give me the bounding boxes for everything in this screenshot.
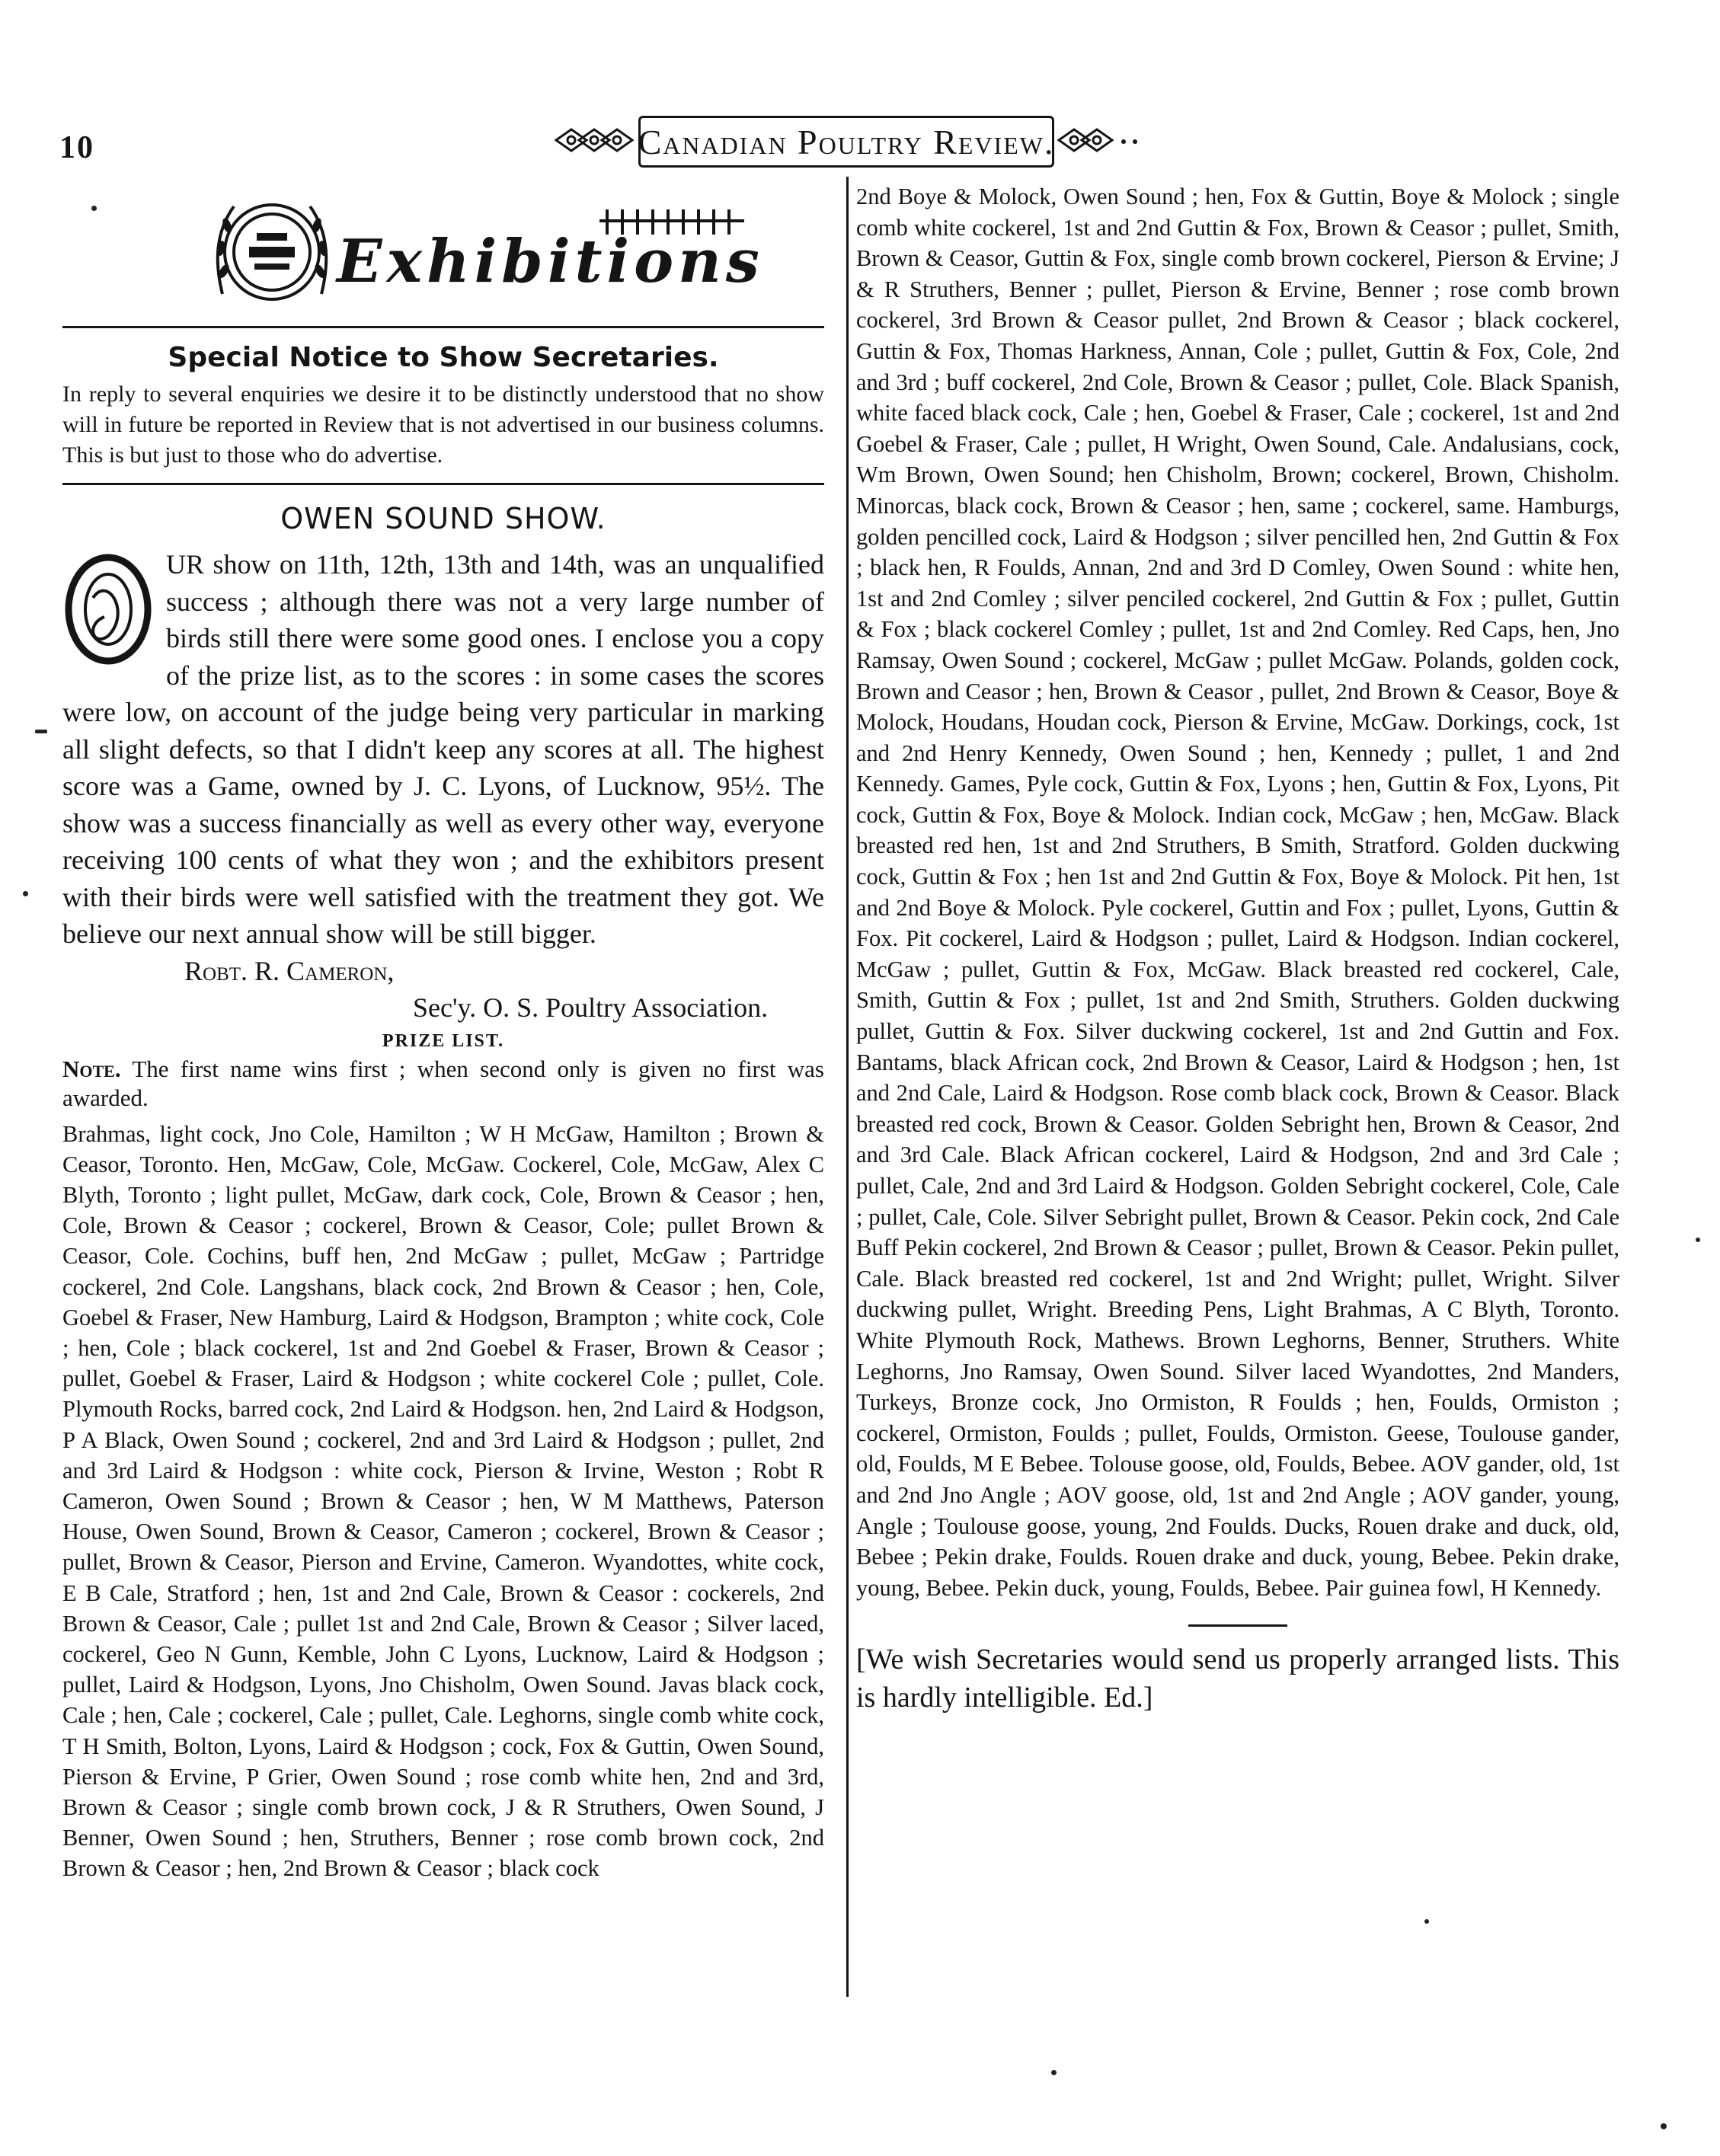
banner-rule — [62, 326, 824, 328]
prize-list-heading: PRIZE LIST. — [382, 1030, 505, 1051]
masthead — [548, 107, 1143, 174]
fence-ornament-icon — [596, 206, 748, 236]
column-divider — [846, 177, 849, 1997]
note-label: Note. — [62, 1055, 121, 1082]
notice-title: Special Notice to Show Secretaries. — [168, 342, 719, 373]
notice-body: In reply to several enquiries we desire it to be distinctly understood that no show will in future be reported in Review that is not advertised in our business columns. This is but just to those who do advertise. — [62, 382, 824, 468]
exhibitions-banner — [62, 183, 824, 326]
dropcap-o-icon — [62, 552, 154, 666]
show-report — [62, 546, 824, 953]
prize-list-right: 2nd Boye & Molock, Owen Sound ; hen, Fox & Guttin, Boye & Molock ; single comb white cockerel, 1st and 2nd Guttin & Fox, Brown & Ceasor ; pullet, Smith, Brown & Ceasor, Guttin & Fox, single comb brown cockerel, Pierson & Ervine; J & R Struthers, Benner ; pullet, Pierson & Ervine, Benner ; rose comb brown cockerel, 3rd Brown & Ceasor pullet, 2nd Brown & Ceasor ; black cockerel, Guttin & Fox, Thomas Harkness, Annan, Cole ; pullet, Guttin & Fox, Cole, 2nd and 3rd ; buff cockerel, 2nd Cole, Brown & Ceasor ; pullet, Cole. Black Spanish, white faced black cock, Cale ; hen, Goebel & Fraser, Cale ; cockerel, 1st and 2nd Goebel & Fraser, Cale ; pullet, H Wright, Owen Sound, Cale. Andalusians, cock, Wm Brown, Owen Sound; hen Chisholm, Brown; cockerel, Brown, Chisholm. Minorcas, black cock, Brown & Ceasor ; hen, same ; cockerel, same. Hamburgs, golden pencilled cock, Laird & Hodgson ; silver pencilled hen, 2nd Guttin & Fox ; black hen, R Foulds, Annan, 2nd and 3rd D Comley, Owen Sound : white hen, 1st and 2nd Comley ; silver penciled cockerel, 2nd Guttin & Fox ; pullet, Guttin & Fox ; black cockerel Comley ; pullet, 1st and 2nd Comley. Red Caps, hen, Jno Ramsay, Owen Sound ; cockerel, McGaw ; pullet McGaw. Polands, golden cock, Brown and Ceasor ; hen, Brown & Ceasor , pullet, 2nd Brown & Ceasor, Boye & Molock, Houdans, Houdan cock, Pierson & Ervine, McGaw. Dorkings, cock, 1st and 2nd Henry Kennedy, Owen Sound ; hen, Kennedy ; pullet, 1 and 2nd Kennedy. Games, Pyle cock, Guttin & Fox, Lyons ; hen, Guttin & Fox, Lyons, Pit cock, Guttin & Fox, Boye & Molock. Indian cock, McGaw ; hen, McGaw. Black breasted red hen, 1st and 2nd Struthers, B Smith, Stratford. Golden duckwing cock, Guttin & Fox ; hen 1st and 2nd Guttin & Fox, Boye & Molock. Pit hen, 1st and 2nd Boye & Molock. Pyle cockerel, Guttin and Fox ; pullet, Lyons, Guttin & Fox. Pit cockerel, Laird & Hodgson ; pullet, Laird & Hodgson. Indian cockerel, McGaw ; pullet, Guttin & Fox, McGaw. Black breasted red cockerel, Cale, Smith, Guttin & Fox ; pullet, 1st and 2nd Smith, Struthers. Golden duckwing pullet, Guttin & Fox. Silver duckwing cockerel, 1st and 2nd Guttin and Fox. Bantams, black African cock, 2nd Brown & Ceasor, Laird & Hodgson ; hen, 1st and 2nd Cale, Laird & Hodgson. Rose comb black cock, Brown & Ceasor. Black breasted red cock, Brown & Ceasor. Golden Sebright hen, Brown & Ceasor, 2nd and 3rd Cale. Black African cockerel, Laird & Hodgson, 2nd and 3rd Cale ; pullet, Cale, 2nd and 3rd Laird & Hodgson. Golden Sebright cockerel, Cole, Cale ; pullet, Cale, Cole. Silver Sebright pullet, Brown & Ceasor. Pekin cock, 2nd Cale Buff Pekin cockerel, 2nd Brown & Ceasor ; pullet, Brown & Ceasor. Pekin pullet, Cale. Black breasted red cockerel, 1st and 2nd Wright; pullet, Wright. Silver duckwing pullet, Wright. Breeding Pens, Light Brahmas, A C Blyth, Toronto. White Plymouth Rock, Mathews. Brown Leghorns, Benner, Struthers. White Leghorns, Jno Ramsay, Owen Sound. Silver laced Wyandottes, 2nd Manders, Turkeys, Bronze cock, Jno Ormiston, R Foulds ; hen, Foulds, Ormiston ; cockerel, Ormiston, Foulds ; pullet, Foulds, Ormiston. Geese, Toulouse gander, old, Foulds, M E Bebee. Tolouse goose, old, Foulds, Bebee. AOV gander, old, 1st and 2nd Jno Angle ; AOV goose, old, 1st and 2nd Angle ; AOV gander, young, Angle ; Toulouse goose, young, 2nd Foulds. Ducks, Rouen drake and duck, old, Bebee ; Pekin drake, Foulds. Rouen drake and duck, young, Bebee. Pekin drake, young, Bebee. Pekin duck, young, Foulds, Bebee. Pair guinea fowl, H Kennedy. — [856, 184, 1619, 1601]
signature-name: Robt. R. Cameron, — [184, 955, 395, 986]
section-banner-title: Exhibitions — [337, 227, 764, 296]
left-column — [62, 177, 824, 1884]
right-column — [856, 177, 1619, 1717]
masthead-title: Canadian Poultry Review. — [638, 116, 1054, 168]
show-report-text: UR show on 11th, 12th, 13th and 14th, was an unqualified success ; although there was not a very large number of birds still there were some good ones. I enclose you a copy of the prize list, as to the scores : in some cases the scores were low, on account of the judge being very particular in marking all slight defects, so that I didn't keep any scores at all. The highest score was a Game, owned by J. C. Lyons, of Lucknow, 95½. The show was a success financially as well as every other way, everyone receiving 100 cents of what they won ; and the exhibitors present with their birds were well satisfied with the treatment they got. We believe our next annual show will be still bigger. — [62, 549, 824, 949]
prize-note — [62, 1055, 824, 1113]
laurel-emblem-icon — [207, 187, 337, 317]
signature-title: Sec'y. O. S. Poultry Association. — [413, 992, 769, 1023]
note-text: The first name wins first ; when second only is given no first was awarded. — [62, 1055, 824, 1111]
end-rule — [1188, 1624, 1287, 1627]
prize-list-left: Brahmas, light cock, Jno Cole, Hamilton ; W H McGaw, Hamilton ; Brown & Ceasor, Toronto. Hen, McGaw, Cole, McGaw. Cockerel, Cole, McGaw, Alex C Blyth, Toronto ; light pullet, McGaw, dark cock, Cole, Brown & Ceasor ; hen, Cole, Brown & Ceasor ; cockerel, Brown & Ceasor, Cole; pullet Brown & Ceasor, Cole. Cochins, buff hen, 2nd McGaw ; pullet, McGaw ; Partridge cockerel, 2nd Cole. Langshans, black cock, 2nd Brown & Ceasor ; hen, Cole, Goebel & Fraser, New Hamburg, Laird & Hodgson, Brampton ; white cock, Cole ; hen, Cole ; black cockerel, 1st and 2nd Goebel & Fraser, Brown & Ceasor ; pullet, Goebel & Fraser, Laird & Hodgson ; white cockerel Cole ; pullet, Cole. Plymouth Rocks, barred cock, 2nd Laird & Hodgson. hen, 2nd Laird & Hodgson, P A Black, Owen Sound ; cockerel, 2nd and 3rd Laird & Hodgson ; pullet, 2nd and 3rd Laird & Hodgson : white cock, Pierson & Irvine, Weston ; Robt R Cameron, Owen Sound ; Brown & Ceasor ; hen, W M Matthews, Paterson House, Owen Sound, Brown & Ceasor, Cameron ; cockerel, Brown & Ceasor ; pullet, Brown & Ceasor, Pierson and Ervine, Cameron. Wyandottes, white cock, E B Cale, Stratford ; hen, 1st and 2nd Cale, Brown & Ceasor : cockerels, 2nd Brown & Ceasor, Cale ; pullet 1st and 2nd Cale, Brown & Ceasor ; Silver laced, cockerel, Geo N Gunn, Kemble, John C Lyons, Lucknow, Laird & Hodgson ; pullet, Laird & Hodgson, Lyons, Jno Chisholm, Owen Sound. Javas black cock, Cale ; hen, Cale ; cockerel, Cale ; pullet, Cale. Leghorns, single comb white cock, T H Smith, Bolton, Lyons, Laird & Hodgson ; cock, Fox & Guttin, Owen Sound, Pierson & Ervine, P Grier, Owen Sound ; rose comb white hen, 2nd and 3rd, Brown & Ceasor ; single comb brown cock, J & R Struthers, Owen Sound, J Benner, Owen Sound ; hen, Struthers, Benner ; rose comb brown cock, 2nd Brown & Ceasor ; hen, 2nd Brown & Ceasor ; black cock — [62, 1120, 824, 1882]
page-number: 10 — [59, 130, 94, 165]
show-title: OWEN SOUND SHOW. — [280, 502, 606, 535]
editor-note: [We wish Secretaries would send us properly arranged lists. This is hardly intelligible. Ed.] — [856, 1643, 1619, 1714]
notice-rule — [62, 483, 824, 485]
signature — [62, 953, 824, 990]
